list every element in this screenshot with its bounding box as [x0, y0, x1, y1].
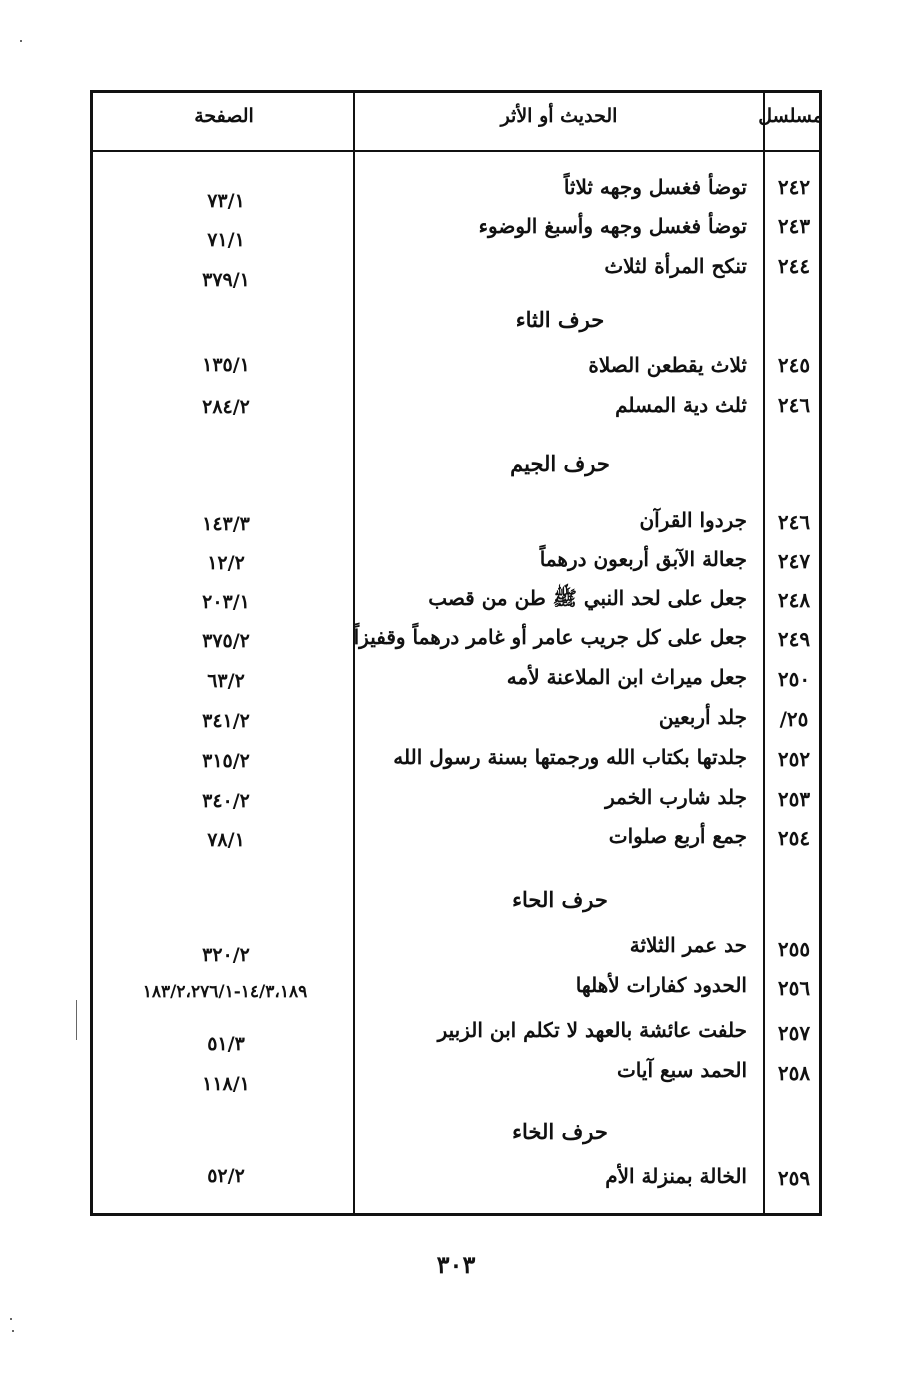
- row-serial: ٢٤٣: [777, 214, 811, 238]
- row-text: جعالة الآبق أربعون درهماً: [539, 547, 747, 571]
- row-page: ٣٤٠/٢: [202, 790, 250, 812]
- row-serial: ٢٥٣: [777, 787, 811, 811]
- row-serial: ٢٤٢: [777, 175, 811, 199]
- row-serial: ٢٥٢: [777, 747, 811, 771]
- row-page: ٣٢٠/٢: [202, 944, 250, 966]
- row-serial: ٢٥٨: [777, 1061, 811, 1085]
- row-page: ١٤٣/٣: [202, 513, 250, 535]
- row-serial: ٢٥٦: [777, 976, 811, 1000]
- row-serial: ٢٥٥: [777, 937, 811, 961]
- row-text: توضأ فغسل وجهه وأسبغ الوضوء: [478, 214, 747, 238]
- scan-speck: [12, 1330, 14, 1332]
- row-text: جعل على لحد النبي ﷺ طن من قصب: [428, 586, 747, 610]
- scan-speck: [10, 1318, 12, 1320]
- row-serial: ٢٤٧: [777, 549, 811, 573]
- row-serial: ٢٤٦: [777, 510, 811, 534]
- row-serial: ٢٤٤: [777, 254, 811, 278]
- row-serial: ٢٤٩: [777, 627, 811, 651]
- row-text: جلد شارب الخمر: [605, 785, 747, 809]
- row-text: جعل ميراث ابن الملاعنة لأمه: [506, 665, 747, 689]
- row-serial: ٢٤٦: [777, 393, 811, 417]
- row-page: ٣٧٥/٢: [202, 630, 250, 652]
- row-serial: ٢٥/: [779, 707, 809, 731]
- row-page: ١١٨/١: [202, 1073, 250, 1095]
- scan-speck: [20, 40, 22, 42]
- row-text: ثلث دية المسلم: [615, 393, 747, 417]
- section-heading: حرف الجيم: [510, 451, 610, 476]
- row-text: جعل على كل جريب عامر أو غامر درهماً وقفيزاً: [353, 625, 747, 649]
- row-page: ٥١/٣: [207, 1033, 245, 1055]
- row-text: ثلاث يقطعن الصلاة: [588, 353, 747, 377]
- row-text: الخالة بمنزلة الأم: [605, 1164, 747, 1188]
- page-number: ٣٠٣: [436, 1250, 476, 1279]
- row-text: تنكح المرأة لثلاث: [604, 254, 747, 278]
- row-serial: ٢٥٩: [777, 1166, 811, 1190]
- row-serial: ٢٤٥: [777, 353, 811, 377]
- row-page: ٧١/١: [207, 229, 245, 251]
- row-page: ٥٢/٢: [207, 1165, 245, 1187]
- row-page: ٣٤١/٢: [202, 710, 250, 732]
- row-text: حد عمر الثلاثة: [629, 933, 747, 957]
- row-serial: ٢٥٧: [777, 1021, 811, 1045]
- row-text: الحدود كفارات لأهلها: [575, 973, 747, 997]
- header-page: الصفحة: [194, 105, 254, 127]
- row-text: جردوا القرآن: [639, 508, 747, 532]
- row-page: ١٢/٢: [207, 552, 245, 574]
- scan-speck: [76, 1000, 77, 1040]
- header-text: الحديث أو الأثر: [500, 105, 618, 127]
- row-text: توضأ فغسل وجهه ثلاثاً: [563, 175, 747, 199]
- row-page: ٢٠٣/١: [202, 591, 250, 613]
- row-page: ١٤/٣،١٨٩-١٨٣/٢،٢٧٦/١: [142, 982, 308, 1002]
- row-text: جمع أربع صلوات: [608, 824, 747, 848]
- row-serial: ٢٥٤: [777, 826, 811, 850]
- index-table: [90, 90, 822, 1216]
- row-page: ١٣٥/١: [202, 354, 250, 376]
- row-serial: ٢٤٨: [777, 588, 811, 612]
- row-page: ٣٧٩/١: [202, 269, 250, 291]
- row-text: الحمد سبع آيات: [616, 1058, 747, 1082]
- row-page: ٦٣/٢: [207, 670, 245, 692]
- section-heading: حرف الحاء: [512, 887, 608, 912]
- header-rule: [93, 150, 819, 152]
- header-serial: مسلسل: [758, 105, 823, 127]
- column-divider-page: [353, 93, 355, 1213]
- row-page: ٧٨/١: [207, 829, 245, 851]
- row-page: ٢٨٤/٢: [202, 396, 250, 418]
- section-heading: حرف الخاء: [512, 1119, 608, 1144]
- row-serial: ٢٥٠: [777, 667, 811, 691]
- row-page: ٣١٥/٢: [202, 750, 250, 772]
- row-page: ٧٣/١: [207, 190, 245, 212]
- row-text: جلدتها بكتاب الله ورجمتها بسنة رسول الله: [393, 745, 747, 769]
- row-text: جلد أربعين: [658, 705, 747, 729]
- section-heading: حرف الثاء: [515, 307, 605, 332]
- row-text: حلفت عائشة بالعهد لا تكلم ابن الزبير: [437, 1018, 747, 1042]
